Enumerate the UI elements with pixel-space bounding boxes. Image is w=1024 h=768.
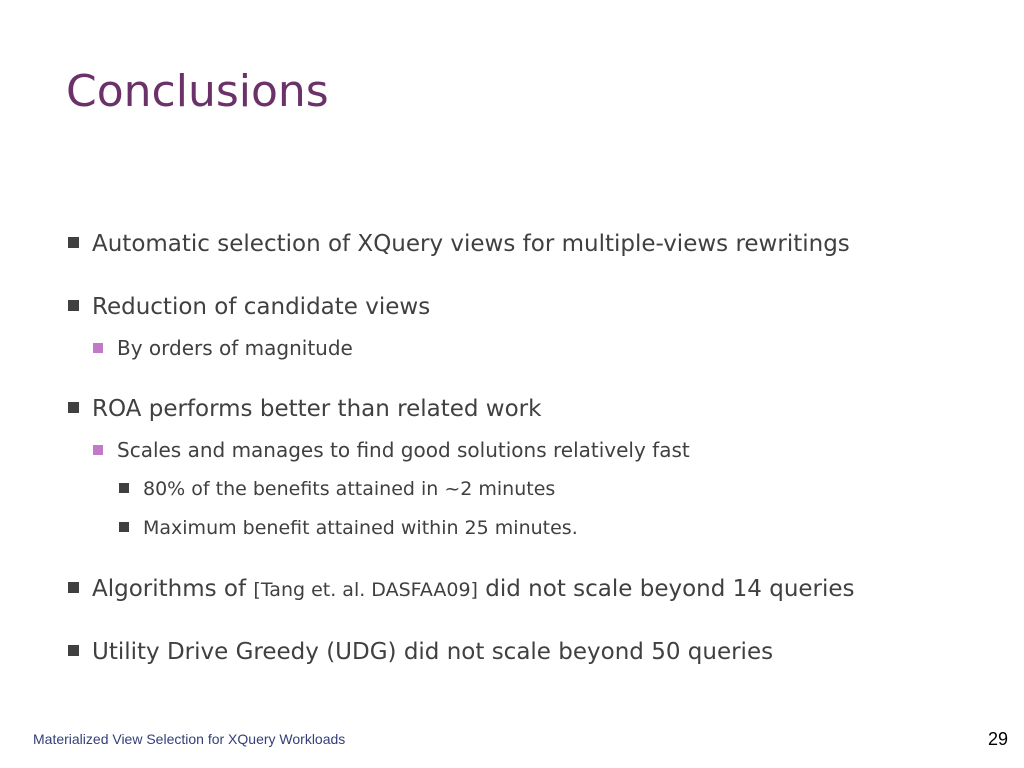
square-bullet-icon	[68, 402, 79, 413]
citation: [Tang et. al. DASFAA09]	[253, 579, 478, 601]
footer-text: Materialized View Selection for XQuery Workloads	[33, 731, 346, 747]
bullet-text: Scales and manages to find good solutions relatively fast	[117, 438, 690, 462]
bullet-item	[68, 229, 850, 259]
sub-bullet-item	[93, 335, 353, 361]
page-number: 29	[987, 729, 1008, 749]
bullet-item	[68, 574, 855, 605]
bullet-text: Maximum benefit attained within 25 minutes.	[143, 517, 578, 539]
bullet-item	[68, 292, 430, 322]
square-bullet-icon	[68, 237, 79, 248]
square-bullet-icon	[93, 445, 103, 455]
bullet-text: Reduction of candidate views	[92, 294, 431, 320]
square-bullet-icon	[68, 300, 79, 311]
slide-title: Conclusions	[66, 66, 329, 117]
sub-sub-bullet-item	[119, 476, 555, 502]
bullet-text: 80% of the benefits attained in ~2 minutes	[143, 478, 556, 500]
sub-bullet-item	[93, 437, 690, 463]
square-bullet-icon	[68, 582, 79, 593]
bullet-text: did not scale beyond 14 queries	[477, 576, 855, 602]
square-bullet-icon	[119, 483, 129, 493]
bullet-text: Utility Drive Greedy (UDG) did not scale beyond 50 queries	[92, 639, 774, 665]
bullet-text: Algorithms of	[92, 576, 254, 602]
sub-sub-bullet-item	[119, 515, 578, 541]
bullet-text: By orders of magnitude	[117, 336, 353, 360]
square-bullet-icon	[93, 343, 103, 353]
square-bullet-icon	[68, 645, 79, 656]
bullet-item	[68, 637, 773, 667]
square-bullet-icon	[119, 522, 129, 532]
bullet-text: Automatic selection of XQuery views for multiple-views rewritings	[92, 231, 850, 257]
bullet-item	[68, 394, 541, 424]
bullet-text: ROA performs better than related work	[92, 396, 542, 422]
